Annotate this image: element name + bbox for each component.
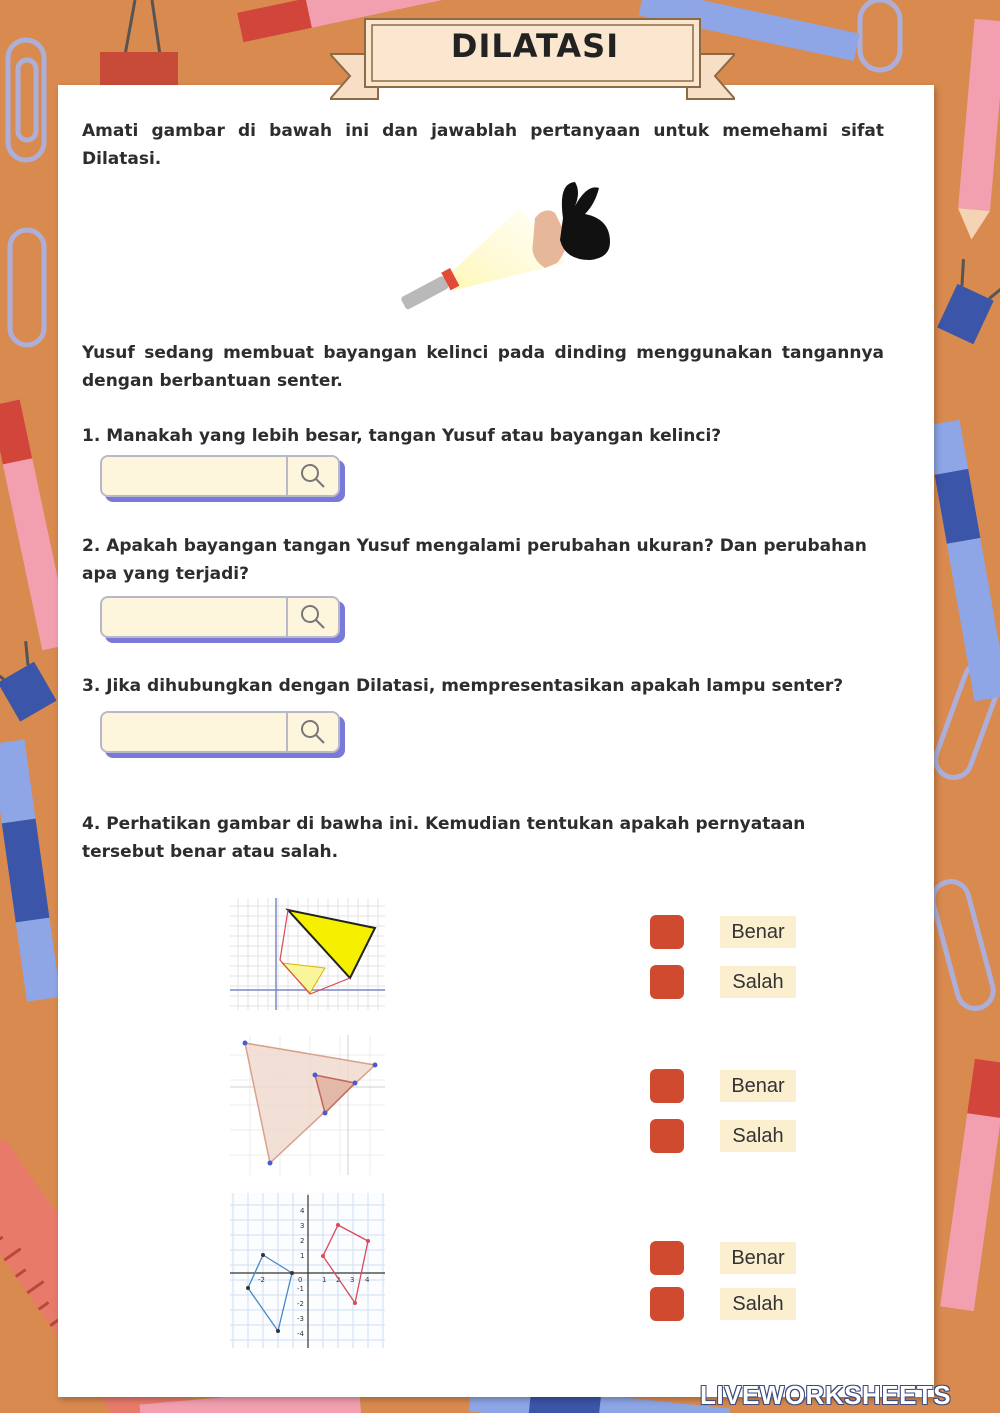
pencil-icon (940, 1059, 1000, 1311)
search-button-3[interactable] (286, 713, 338, 751)
dilation-graph-2 (230, 1035, 385, 1175)
paperclip-icon (929, 878, 997, 1013)
rabbit-shadow-icon (560, 182, 610, 260)
option-salah-1-checkbox[interactable] (650, 965, 684, 999)
tick-label: -4 (297, 1330, 304, 1338)
answer-3 (100, 711, 342, 753)
answer-2 (100, 596, 342, 638)
binder-clip-icon (100, 0, 178, 92)
option-salah-1-label: Salah (720, 966, 796, 998)
page-title: DILATASI (450, 27, 620, 65)
paperclip-icon (18, 60, 36, 140)
tick-label: 4 (300, 1207, 305, 1215)
tick-label: 4 (365, 1276, 370, 1284)
question-4: 4. Perhatikan gambar di bawha ini. Kemudian tentukan apakah pernyataan tersebut benar atau salah. (82, 814, 806, 862)
story-text: Yusuf sedang membuat bayangan kelinci pada dinding menggunakan tangannya dengan berbantuan senter. (82, 343, 884, 391)
dilation-graph-3 (230, 1193, 385, 1348)
tick-label: 2 (300, 1237, 305, 1245)
option-benar-3-checkbox[interactable] (650, 1241, 684, 1275)
pen-icon (0, 739, 61, 1001)
tick-label: 1 (300, 1252, 305, 1260)
flashlight-icon (399, 268, 460, 313)
option-benar-2-label: Benar (720, 1070, 796, 1102)
intro-text: Amati gambar di bawah ini dan jawablah pertanyaan untuk memehami sifat Dilatasi. (82, 121, 884, 169)
option-benar-1-label: Benar (720, 916, 796, 948)
option-salah-3-label: Salah (720, 1288, 796, 1320)
tick-label: 1 (322, 1276, 327, 1284)
search-button-2[interactable] (286, 598, 338, 636)
tick-label: -1 (297, 1285, 304, 1293)
magnifier-icon (288, 713, 338, 751)
tick-label: 3 (350, 1276, 355, 1284)
paperclip-icon (860, 0, 900, 70)
question-2: 2. Apakah bayangan tangan Yusuf mengalami perubahan ukuran? Dan perubahan apa yang terjadi? (82, 536, 867, 584)
option-salah-3-checkbox[interactable] (650, 1287, 684, 1321)
question-3: 3. Jika dihubungkan dengan Dilatasi, mempresentasikan apakah lampu senter? (82, 676, 844, 696)
pencil-icon (955, 19, 1000, 241)
magnifier-icon (288, 457, 338, 495)
search-button-1[interactable] (286, 457, 338, 495)
option-salah-2-checkbox[interactable] (650, 1119, 684, 1153)
binder-clip-icon (933, 259, 1000, 347)
pen-icon (926, 420, 1000, 702)
option-benar-1-checkbox[interactable] (650, 915, 684, 949)
paperclip-icon (10, 230, 44, 345)
binder-clip-icon (0, 641, 59, 723)
tick-label: 2 (336, 1276, 341, 1284)
option-benar-3-label: Benar (720, 1242, 796, 1274)
answer-1 (100, 455, 342, 497)
tick-label: -3 (297, 1315, 304, 1323)
option-salah-2-label: Salah (720, 1120, 796, 1152)
liveworksheets-watermark: LIVEWORKSHEETS (700, 1380, 952, 1410)
tick-label: 3 (300, 1222, 305, 1230)
magnifier-icon (288, 598, 338, 636)
option-benar-2-checkbox[interactable] (650, 1069, 684, 1103)
question-1: 1. Manakah yang lebih besar, tangan Yusuf atau bayangan kelinci? (82, 426, 722, 446)
tick-label: -2 (297, 1300, 304, 1308)
tick-label: 0 (298, 1276, 303, 1284)
flashlight-illustration (395, 178, 625, 313)
dilation-graph-1 (230, 898, 385, 1010)
tick-label: -2 (258, 1276, 265, 1284)
